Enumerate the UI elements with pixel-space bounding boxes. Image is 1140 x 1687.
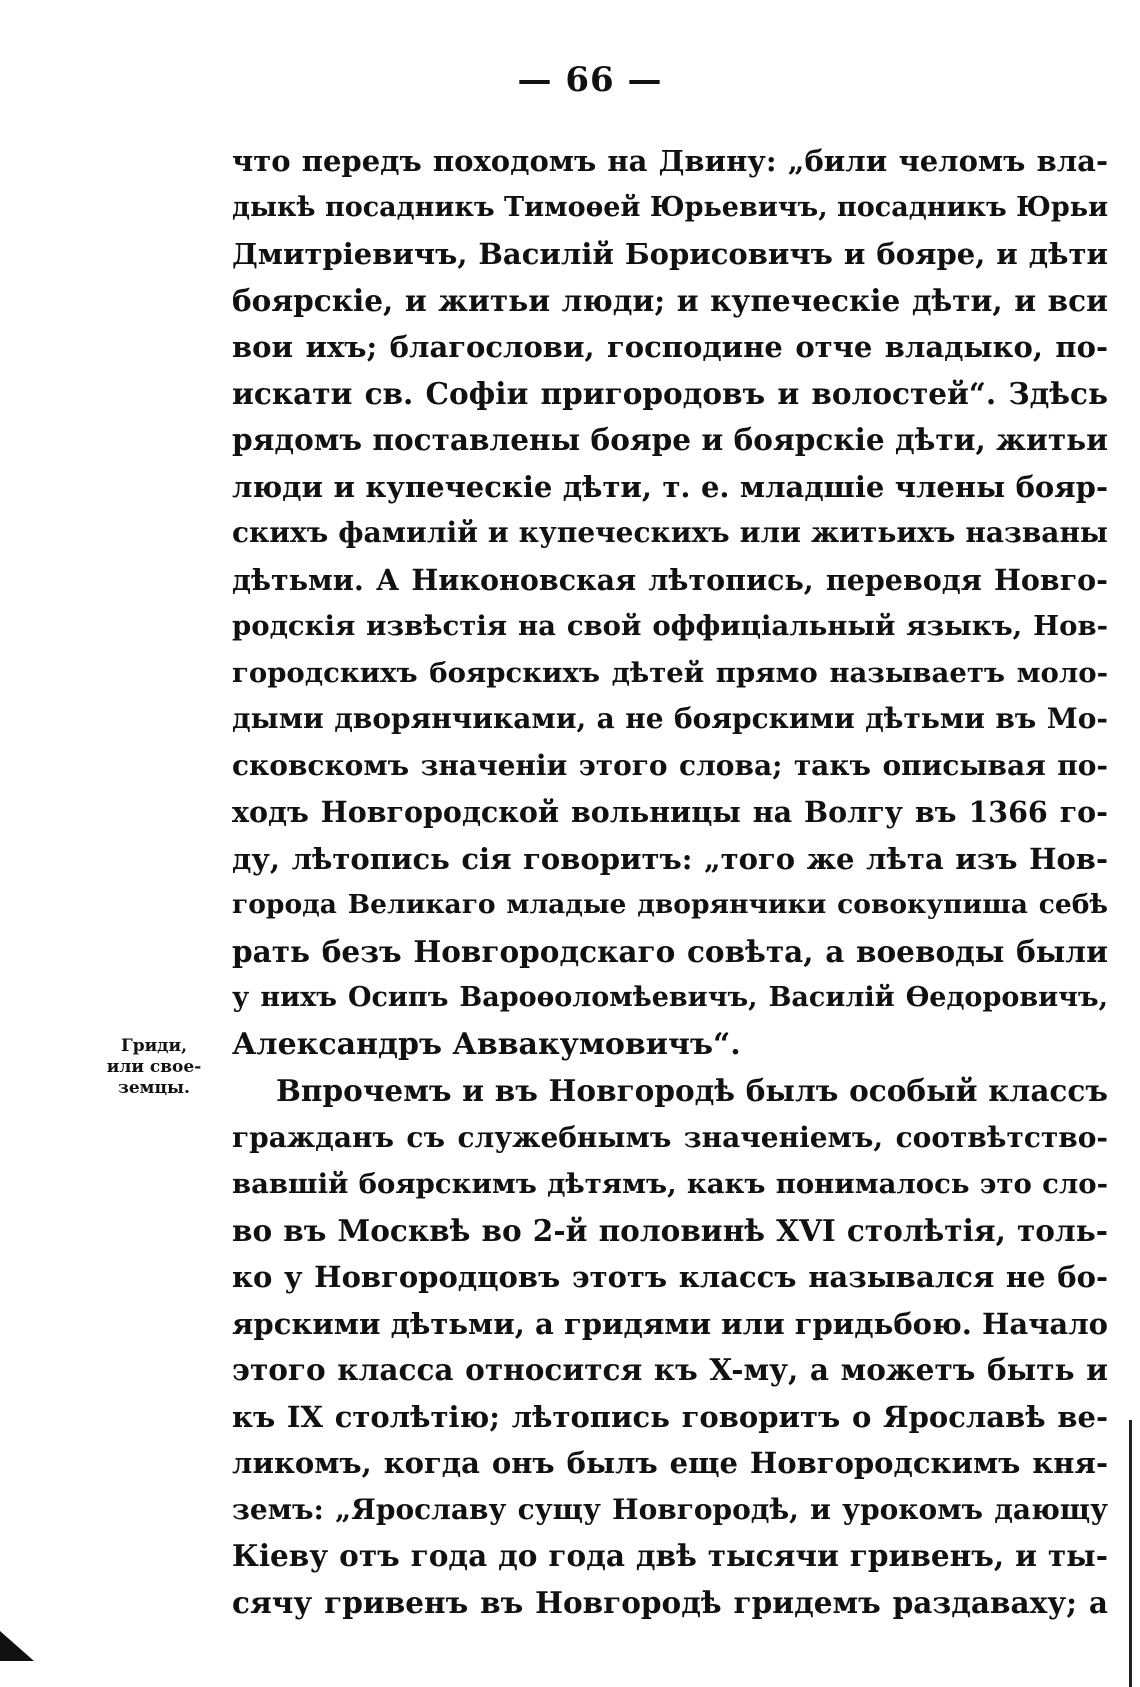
paragraph-2: [232, 1068, 1108, 1626]
text-line: у нихъ Осипъ Вароѳоломѣевичъ, Василій Ѳедоровичъ,: [232, 982, 1108, 1013]
scan-edge-line: [1129, 1420, 1132, 1687]
text-line: искати св. Софіи пригородовъ и волостей“. Здѣсь: [232, 375, 1108, 411]
text-line: дыми дворянчиками, а не боярскими дѣтьми въ Мо-: [232, 702, 1108, 735]
text-line: скихъ фамилій и купеческихъ или житьихъ названы: [232, 516, 1108, 549]
text-line: городскихъ боярскихъ дѣтей прямо называетъ моло-: [232, 656, 1108, 689]
paragraph-1: [232, 138, 1108, 1068]
text-line: ко у Новгородцовъ этотъ классъ назывался не бо-: [232, 1260, 1108, 1294]
text-line: люди и купеческіе дѣти, т. е. младшіе члены бояр-: [232, 469, 1108, 504]
text-line: боярскіе, и житьи люди; и купеческіе дѣти, и вси: [232, 282, 1108, 318]
text-line: рать безъ Новгородскаго совѣта, а воеводы были: [232, 933, 1108, 969]
text-line: Впрочемъ и въ Новгородѣ былъ особый классъ: [276, 1073, 1108, 1108]
scan-corner-mark: [0, 1631, 34, 1661]
text-line: ду, лѣтопись сія говоритъ: „того же лѣта изъ Нов-: [232, 841, 1108, 876]
text-line: ходъ Новгородской вольницы на Волгу въ 1366 го-: [232, 795, 1108, 829]
text-line: сковскомъ значеніи этого слова; такъ описывая по-: [232, 748, 1108, 782]
text-line: дыкѣ посадникъ Тимоѳей Юрьевичъ, посадникъ Юрьи: [232, 191, 1108, 223]
text-line: родскія извѣстія на свой оффиціальный языкъ, Нов-: [232, 610, 1108, 642]
text-line: дѣтьми. А Никоновская лѣтопись, переводя Новго-: [232, 562, 1108, 597]
text-line: къ IX столѣтію; лѣтопись говоритъ о Ярославѣ ве-: [232, 1399, 1108, 1434]
text-line: гражданъ съ служебнымъ значеніемъ, соотвѣтство-: [232, 1120, 1108, 1154]
text-line: что передъ походомъ на Двину: „били челомъ вла-: [232, 144, 1108, 178]
text-line: ликомъ, когда онъ былъ еще Новгородскимъ кня-: [232, 1446, 1108, 1480]
margin-note-line: или свое-: [106, 1057, 202, 1077]
page-number: — 66 —: [517, 60, 663, 100]
text-line: сячу гривенъ въ Новгородѣ гридемъ раздаваху; а: [232, 1584, 1108, 1620]
margin-note-line: земцы.: [118, 1078, 190, 1098]
text-line: земъ: „Ярославу сущу Новгородѣ, и урокомъ дающу: [232, 1492, 1108, 1526]
text-line: Дмитріевичъ, Василій Борисовичъ и бояре, и дѣти: [232, 237, 1108, 271]
text-line: вавшій боярскимъ дѣтямъ, какъ понималось это сло-: [232, 1168, 1108, 1200]
text-line: во въ Москвѣ во 2-й половинѣ XVI столѣтія, толь-: [232, 1212, 1108, 1248]
text-line: этого класса относится къ X-му, а можетъ быть и: [232, 1352, 1108, 1387]
main-text: [232, 138, 1108, 1626]
text-line: Кіеву отъ года до года двѣ тысячи гривенъ, и ты-: [232, 1538, 1108, 1573]
text-line: рядомъ поставлены бояре и боярскіе дѣти, житьи: [232, 422, 1108, 457]
text-line: города Великаго младые дворянчики совокупиша себѣ: [232, 889, 1108, 920]
text-line: вои ихъ; благослови, господине отче владыко, по-: [232, 330, 1108, 364]
margin-note: [84, 1036, 224, 1099]
text-line: Александръ Аввакумовичъ“.: [232, 1026, 741, 1062]
margin-note-line: Гриди,: [120, 1036, 188, 1056]
text-line: ярскими дѣтьми, а гридями или гридьбою. Начало: [232, 1306, 1108, 1341]
